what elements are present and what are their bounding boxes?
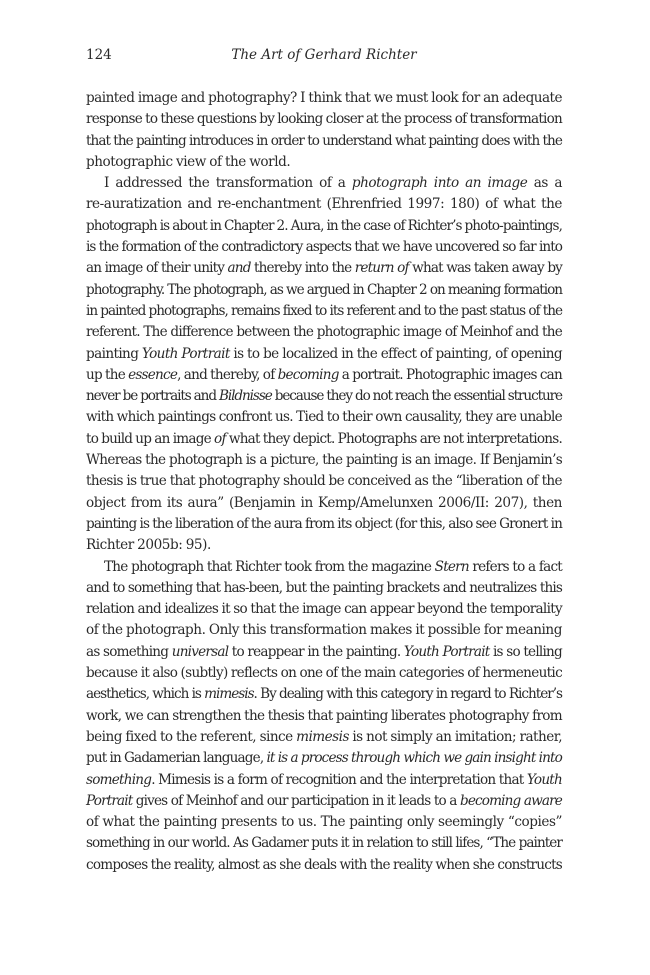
- text-segment: is not simply an imitation; rather,: [348, 728, 562, 745]
- italic-text: Bildnisse: [218, 388, 272, 405]
- text-segment: as something: [86, 643, 172, 660]
- text-segment: and to something that has-been, but the painting brackets and neutralizes this: [86, 579, 562, 596]
- text-line: [86, 706, 562, 727]
- text-line: [86, 855, 562, 876]
- text-segment: to build up an image: [86, 430, 215, 447]
- text-segment: gives of Meinhof and our participation in it leads to a: [132, 792, 460, 809]
- text-line: [86, 365, 562, 386]
- text-segment: is the formation of the contradictory aspects that we have uncovered so far into: [86, 239, 562, 256]
- text-segment: referent. The difference between the photographic image of Meinhof and the: [86, 324, 562, 341]
- text-line: [86, 663, 562, 684]
- text-line: [86, 578, 562, 599]
- text-line: [86, 493, 562, 514]
- italic-text: Youth Portrait: [403, 643, 490, 660]
- text-segment: that the painting introduces in order to understand what painting does with the: [86, 132, 562, 149]
- text-segment: painting is the liberation of the aura from its object (for this, also see Gronert in: [86, 515, 562, 532]
- text-segment: never be portraits and: [86, 388, 219, 405]
- text-line: [86, 599, 562, 620]
- text-line: [86, 514, 562, 535]
- text-segment: refers to a fact: [468, 558, 562, 575]
- text-line: [86, 684, 562, 705]
- text-segment: is to be localized in the effect of painting, of opening: [229, 345, 562, 362]
- text-segment: thereby into the: [250, 260, 355, 277]
- text-line: [86, 791, 562, 812]
- text-segment: something in our world. As Gadamer puts it in relation to still lifes, “The painter: [86, 835, 562, 852]
- text-segment: photography. The photograph, as we argued in Chapter 2 on meaning formation: [86, 281, 562, 298]
- italic-text: return of: [354, 260, 409, 277]
- italic-text: Stern: [434, 558, 469, 575]
- text-line: [86, 727, 562, 748]
- text-segment: relation and idealizes it so that the image can appear beyond the temporality: [86, 601, 562, 618]
- text-line: [86, 237, 562, 258]
- text-line: [86, 173, 562, 194]
- text-line: [86, 429, 562, 450]
- page-number: 124: [86, 47, 112, 63]
- text-line: [86, 322, 562, 343]
- text-segment: a portrait. Photographic images can: [338, 366, 562, 383]
- text-line: [86, 471, 562, 492]
- text-line: [86, 194, 562, 215]
- text-segment: re-auratization and re-enchantment (Ehrenfried 1997: 180) of what the: [86, 196, 562, 213]
- text-line: [86, 301, 562, 322]
- text-segment: is so telling: [489, 643, 562, 660]
- text-segment: because it also (subtly) reflects on one of the main categories of hermeneutic: [86, 665, 562, 682]
- text-line: [86, 152, 562, 173]
- text-segment: in painted photographs, remains fixed to its referent and to the past status of the: [86, 302, 562, 319]
- italic-text: something: [86, 771, 152, 788]
- italic-text: it is a process through which we gain insight into: [266, 750, 562, 767]
- text-line: [86, 748, 562, 769]
- italic-text: Youth Portrait: [141, 345, 230, 362]
- text-segment: what they depict. Photographs are not interpretations.: [225, 430, 562, 447]
- text-segment: composes the reality, almost as she deals with the reality when she constructs: [86, 856, 562, 873]
- italic-text: photograph into an image: [351, 175, 528, 192]
- running-head: [86, 44, 562, 66]
- text-segment: photograph is about in Chapter 2. Aura, in the case of Richter’s photo-paintings,: [86, 217, 562, 234]
- text-segment: object from its aura” (Benjamin in Kemp/Amelunxen 2006/II: 207), then: [86, 494, 562, 511]
- text-line: [86, 216, 562, 237]
- text-line: [86, 535, 562, 556]
- text-line: [86, 450, 562, 471]
- text-segment: with which paintings confront us. Tied to their own causality, they are unable: [86, 409, 562, 426]
- text-segment: The photograph that Richter took from the magazine: [104, 558, 435, 575]
- text-segment: put in Gadamerian language,: [86, 750, 267, 767]
- text-segment: . By dealing with this category in regard to Richter’s: [253, 686, 562, 703]
- italic-text: and: [227, 260, 251, 277]
- text-segment: thesis is true that photography should be conceived as the “liberation of the: [86, 473, 562, 490]
- text-segment: response to these questions by looking closer at the process of transformation: [86, 111, 562, 128]
- text-line: [86, 344, 562, 365]
- text-segment: Richter 2005b: 95).: [86, 537, 211, 554]
- italic-text: Portrait: [86, 792, 133, 809]
- text-segment: . Mimesis is a form of recognition and the interpretation that: [151, 771, 527, 788]
- text-segment: being fixed to the referent, since: [86, 728, 297, 745]
- text-line: [86, 109, 562, 130]
- text-segment: Whereas the photograph is a picture, the painting is an image. If Benjamin’s: [86, 452, 562, 469]
- text-segment: of the photograph. Only this transformation makes it possible for meaning: [86, 622, 562, 639]
- text-segment: aesthetics, which is: [86, 686, 205, 703]
- text-segment: photographic view of the world.: [86, 153, 291, 170]
- text-line: [86, 833, 562, 854]
- running-title: The Art of Gerhard Richter: [231, 47, 417, 63]
- text-segment: painted image and photography? I think that we must look for an adequate: [86, 90, 562, 106]
- italic-text: of: [214, 430, 226, 447]
- italic-text: mimesis: [296, 728, 349, 745]
- text-segment: what was taken away by: [408, 260, 562, 277]
- text-line: [86, 258, 562, 279]
- italic-text: becoming: [277, 366, 339, 383]
- text-segment: , and thereby, of: [177, 366, 278, 383]
- text-line: [86, 88, 562, 109]
- text-line: [86, 812, 562, 833]
- text-segment: to reappear in the painting.: [228, 643, 404, 660]
- text-segment: an image of their unity: [86, 260, 228, 277]
- text-segment: of what the painting presents to us. The painting only seemingly “copies”: [86, 814, 562, 831]
- text-segment: painting: [86, 345, 142, 362]
- text-line: [86, 386, 562, 407]
- body-text: [86, 88, 562, 876]
- text-line: [86, 407, 562, 428]
- text-line: [86, 131, 562, 152]
- text-line: [86, 620, 562, 641]
- text-line: [86, 770, 562, 791]
- text-segment: because they do not reach the essential structure: [271, 388, 562, 405]
- text-segment: I addressed the transformation of a: [104, 175, 352, 192]
- italic-text: Youth: [526, 771, 562, 788]
- italic-text: universal: [171, 643, 229, 660]
- text-line: [86, 557, 562, 578]
- italic-text: essence: [128, 366, 178, 383]
- text-segment: up the: [86, 366, 129, 383]
- text-segment: work, we can strengthen the thesis that painting liberates photography from: [86, 707, 562, 724]
- text-line: [86, 642, 562, 663]
- italic-text: becoming aware: [459, 792, 562, 809]
- italic-text: mimesis: [204, 686, 254, 703]
- text-line: [86, 280, 562, 301]
- text-segment: as a: [527, 175, 562, 192]
